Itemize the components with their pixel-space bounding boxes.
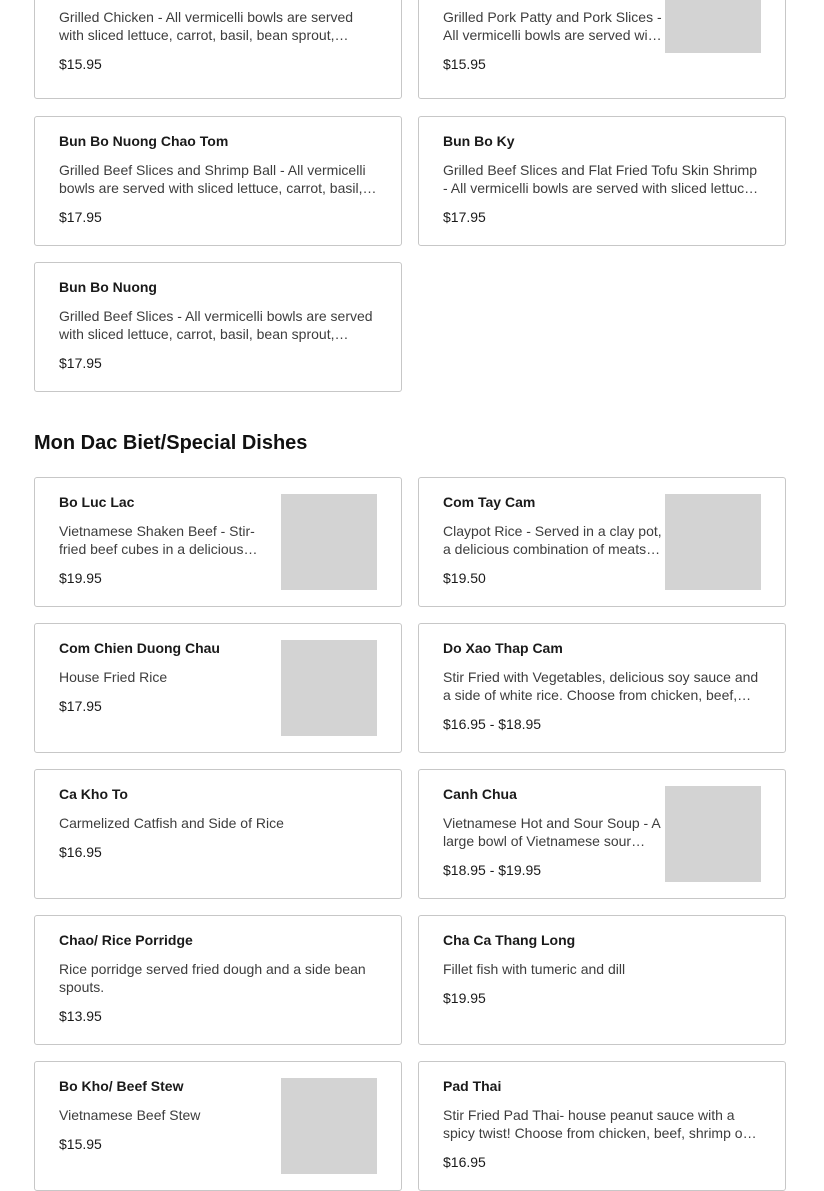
menu-item-price: $17.95 — [59, 209, 102, 225]
menu-item-title: Do Xao Thap Cam — [443, 640, 563, 656]
menu-item-title: Bun Bo Nuong — [59, 279, 157, 295]
menu-item-price: $19.50 — [443, 570, 486, 586]
menu-item-description: Vietnamese Beef Stew — [59, 1107, 201, 1123]
menu-item-card[interactable] — [418, 477, 786, 607]
menu-item-card[interactable] — [34, 915, 402, 1045]
menu-item-price: $15.95 — [59, 56, 102, 72]
menu-item-card[interactable] — [418, 769, 786, 899]
menu-item-image — [281, 640, 377, 736]
menu-item-title: Cha Ca Thang Long — [443, 932, 576, 948]
menu-item-price: $17.95 — [443, 209, 486, 225]
menu-item-title: Bo Kho/ Beef Stew — [59, 1078, 184, 1094]
menu-item-card[interactable] — [418, 1061, 786, 1191]
menu-item-price: $16.95 — [59, 844, 102, 860]
menu-item-description: Rice porridge served fried dough and a side bean spouts. — [59, 961, 366, 995]
menu-item-price: $19.95 — [443, 990, 486, 1006]
menu-item-image — [281, 1078, 377, 1174]
menu-item-description: Vietnamese Hot and Sour Soup - A large bowl of Vietnamese sour — [443, 815, 660, 849]
menu-item-description: Grilled Beef Slices - All vermicelli bowls are served with sliced lettuce, carrot, basil, bean sprout, — [59, 308, 373, 342]
menu-item-description: Stir Fried Pad Thai- house peanut sauce with a spicy twist! Choose from chicken, beef, shrimp or — [443, 1107, 748, 1141]
menu-item-card[interactable] — [34, 116, 402, 246]
menu-item-price: $15.95 — [443, 56, 486, 72]
menu-item-description: Carmelized Catfish and Side of Rice — [59, 815, 284, 831]
menu-item-title: Pad Thai — [443, 1078, 502, 1094]
menu-item-card[interactable] — [34, 477, 402, 607]
menu-item-description: House Fried Rice — [59, 669, 168, 685]
menu-item-description: Vietnamese Shaken Beef - Stir-fried beef cubes in a delicious — [59, 523, 255, 557]
menu-item-title: Ca Kho To — [59, 786, 128, 802]
menu-item-description: Grilled Beef Slices and Flat Fried Tofu Skin Shrimp - All vermicelli bowls are served with sliced lettuce, — [443, 162, 758, 196]
menu-item-card[interactable] — [34, 1061, 402, 1191]
section-title: Mon Dac Biet/Special Dishes — [34, 432, 308, 454]
menu-item-title: Chao/ Rice Porridge — [59, 932, 193, 948]
menu-item-card[interactable] — [418, 116, 786, 246]
menu-item-card[interactable] — [34, 769, 402, 899]
menu-item-description: Grilled Chicken - All vermicelli bowls are served with sliced lettuce, carrot, basil, bean sprout, — [59, 9, 354, 43]
menu-item-price: $13.95 — [59, 1008, 102, 1024]
menu-item-title: Com Tay Cam — [443, 494, 536, 510]
menu-item-description: Grilled Beef Slices and Shrimp Ball - All vermicelli bowls are served with sliced lettuce, carrot, basil, — [59, 162, 366, 196]
menu-item-image — [665, 494, 761, 590]
menu-item-image — [665, 786, 761, 882]
menu-item-title: Bun Bo Nuong Chao Tom — [59, 133, 229, 149]
menu-item-title: Com Chien Duong Chau — [59, 640, 220, 656]
menu-item-card[interactable] — [34, 623, 402, 753]
menu-item-price: $18.95 - $19.95 — [443, 862, 542, 878]
menu-item-card[interactable] — [418, 623, 786, 753]
menu-item-image — [665, 0, 761, 53]
menu-item-price: $19.95 — [59, 570, 102, 586]
menu-item-title: Bun Bo Ky — [443, 133, 515, 149]
menu-item-price: $17.95 — [59, 698, 102, 714]
menu-item-card[interactable] — [418, 0, 786, 99]
menu-item-description: Claypot Rice - Served in a clay pot, a delicious combination of meats — [443, 523, 662, 557]
menu-item-description: Fillet fish with tumeric and dill — [443, 961, 626, 977]
menu-item-price: $17.95 — [59, 355, 102, 371]
menu-item-card[interactable] — [34, 262, 402, 392]
menu-item-card[interactable] — [34, 0, 402, 99]
menu-item-card[interactable] — [418, 915, 786, 1045]
menu-item-price: $16.95 - $18.95 — [443, 716, 542, 732]
menu-item-image — [281, 494, 377, 590]
menu-item-title: Bo Luc Lac — [59, 494, 135, 510]
menu-item-description: Grilled Pork Patty and Pork Slices - All vermicelli bowls are served with — [443, 9, 662, 43]
menu-item-description: Stir Fried with Vegetables, delicious soy sauce and a side of white rice. Choose from chicken, beef, — [443, 669, 759, 703]
menu-item-price: $16.95 — [443, 1154, 486, 1170]
menu-item-title: Canh Chua — [443, 786, 517, 802]
menu-item-price: $15.95 — [59, 1136, 102, 1152]
